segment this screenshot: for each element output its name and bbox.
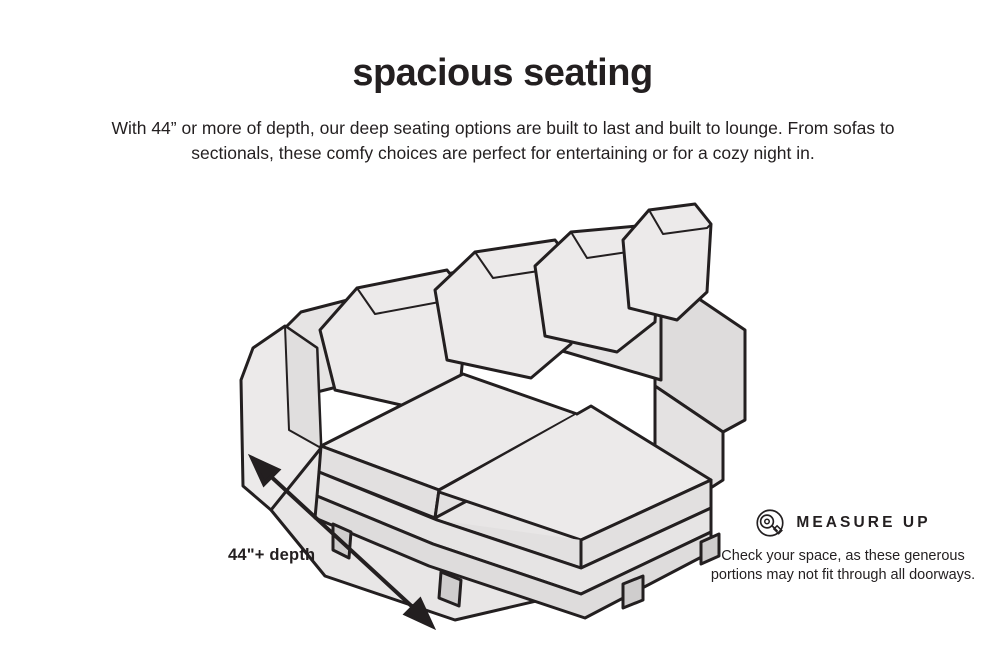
page-description: With 44” or more of depth, our deep seating options are built to last and built to lounge. From sofas to sectionals, these comfy choices are perfect for entertaining or for a cozy night in. (111, 118, 895, 164)
measure-up-block (709, 508, 977, 585)
tape-measure-icon (755, 508, 785, 538)
measure-up-note: Check your space, as these generous portions may not fit through all doorways. (710, 548, 976, 584)
measure-up-title: MEASURE UP (796, 514, 931, 531)
measure-up-heading (709, 508, 977, 538)
depth-dimension-arrow (222, 440, 462, 640)
page-title: spacious seating (352, 52, 653, 94)
depth-label: 44"+ depth (228, 546, 316, 564)
